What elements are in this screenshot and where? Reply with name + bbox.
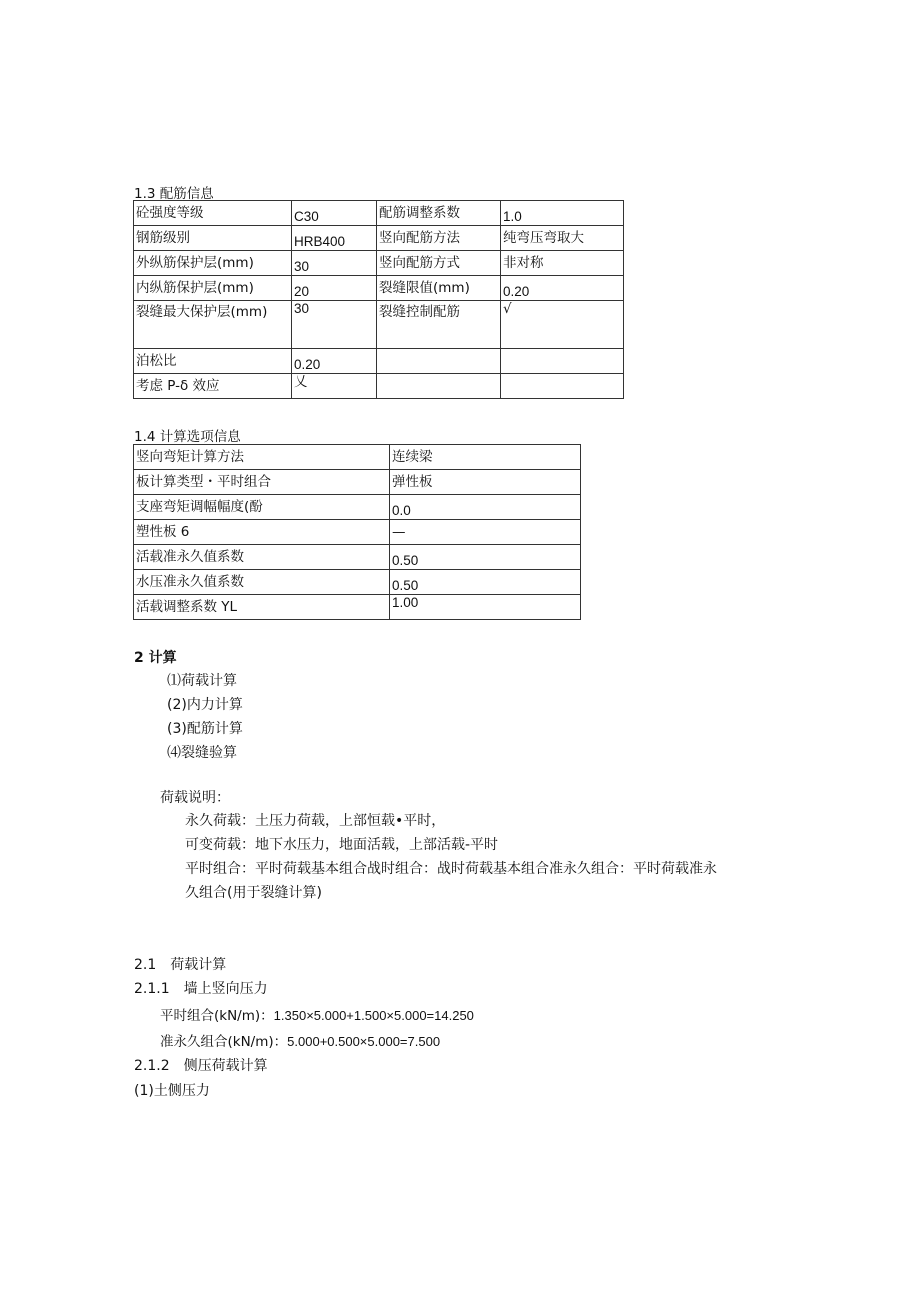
- cell-label: 板计算类型・平时组合: [134, 470, 390, 495]
- cell-value: HRB400: [292, 226, 377, 251]
- cell-empty: [377, 374, 501, 399]
- cell-label: 裂缝最大保护层(mm): [134, 301, 292, 349]
- cell-label: 考虑 P-δ 效应: [134, 374, 292, 399]
- table-row: [134, 570, 581, 595]
- lateral-soil-pressure-item: (1)土侧压力: [134, 1083, 210, 1099]
- cell-label: 活载调整系数 YL: [134, 595, 390, 620]
- load-note-line: 可变荷载：地下水压力，地面活载，上部活载-平时: [185, 837, 499, 853]
- table-row: [134, 495, 581, 520]
- section-2-title: 2 计算: [134, 650, 177, 666]
- cell-empty: [377, 349, 501, 374]
- cell-value: 纯弯压弯取大: [501, 226, 624, 251]
- cell-label: 活载准永久值系数: [134, 545, 390, 570]
- table-row: [134, 226, 624, 251]
- cell-empty: [501, 349, 624, 374]
- cell-empty: [501, 374, 624, 399]
- cell-label: 竖向弯矩计算方法: [134, 445, 390, 470]
- calc-step: ⑴荷载计算: [167, 673, 237, 689]
- load-note-line: 久组合(用于裂缝计算): [185, 885, 322, 901]
- cell-label: 钢筋级别: [134, 226, 292, 251]
- cell-value: 0.20: [501, 276, 624, 301]
- cell-value: 1.00: [390, 595, 581, 620]
- cell-value: 0.20: [292, 349, 377, 374]
- cell-label: 塑性板 6: [134, 520, 390, 545]
- table-row: [134, 445, 581, 470]
- cell-value: 连续梁: [390, 445, 581, 470]
- cell-label: 裂缝限值(mm): [377, 276, 501, 301]
- table-row: [134, 374, 624, 399]
- cell-label: 竖向配筋方式: [377, 251, 501, 276]
- cell-value: 30: [292, 301, 377, 349]
- formula-value: 5.000+0.500×5.000=7.500: [287, 1034, 441, 1049]
- load-note-line: 平时组合：平时荷载基本组合战时组合：战时荷载基本组合准永久组合：平时荷载准永: [185, 861, 717, 877]
- cell-value: —: [390, 520, 581, 545]
- cell-value: 0.50: [390, 545, 581, 570]
- cell-label: 砼强度等级: [134, 201, 292, 226]
- cell-label: 配筋调整系数: [377, 201, 501, 226]
- table-row: [134, 251, 624, 276]
- calc-step: (3)配筋计算: [167, 721, 243, 737]
- cell-label: 泊松比: [134, 349, 292, 374]
- formula-value: 1.350×5.000+1.500×5.000=14.250: [273, 1008, 474, 1023]
- calc-step: (2)内力计算: [167, 697, 243, 713]
- table-row: [134, 595, 581, 620]
- formula-label: 平时组合(kN/m)：: [160, 1008, 274, 1024]
- cell-label: 内纵筋保护层(mm): [134, 276, 292, 301]
- cell-value: 0.50: [390, 570, 581, 595]
- calc-step: ⑷裂缝验算: [167, 745, 237, 761]
- table-row: [134, 470, 581, 495]
- formula-label: 准永久组合(kN/m)：: [160, 1034, 288, 1050]
- cell-value: 0.0: [390, 495, 581, 520]
- section-2-1-1-title: 2.1.1 墙上竖向压力: [134, 981, 268, 997]
- cell-label: 外纵筋保护层(mm): [134, 251, 292, 276]
- cell-label: 裂缝控制配筋: [377, 301, 501, 349]
- cell-label: 水压准永久值系数: [134, 570, 390, 595]
- rebar-info-table: [133, 200, 624, 399]
- load-note-line: 永久荷载：土压力荷载，上部恒载•平时，: [185, 813, 446, 829]
- table-row: [134, 520, 581, 545]
- cell-value: 非对称: [501, 251, 624, 276]
- cell-value: 弹性板: [390, 470, 581, 495]
- cell-value: √: [501, 301, 624, 349]
- table-row: [134, 349, 624, 374]
- cell-label: 支座弯矩调幅幅度(酚: [134, 495, 390, 520]
- cell-value: 乂: [292, 374, 377, 399]
- table-row: [134, 545, 581, 570]
- formula-quasi-permanent: [160, 1030, 440, 1050]
- section-1-4-title: 1.4 计算选项信息: [134, 429, 241, 445]
- section-1-3-title: 1.3 配筋信息: [134, 186, 214, 202]
- cell-label: 竖向配筋方法: [377, 226, 501, 251]
- calc-options-table: [133, 444, 581, 620]
- table-row: [134, 276, 624, 301]
- table-row: [134, 301, 624, 349]
- table-row: [134, 201, 624, 226]
- cell-value: 20: [292, 276, 377, 301]
- section-2-1-title: 2.1 荷载计算: [134, 957, 227, 973]
- formula-normal-combination: [160, 1004, 474, 1024]
- cell-value: C30: [292, 201, 377, 226]
- cell-value: 1.0: [501, 201, 624, 226]
- load-notes-heading: 荷载说明：: [160, 790, 230, 806]
- section-2-1-2-title: 2.1.2 侧压荷载计算: [134, 1058, 268, 1074]
- cell-value: 30: [292, 251, 377, 276]
